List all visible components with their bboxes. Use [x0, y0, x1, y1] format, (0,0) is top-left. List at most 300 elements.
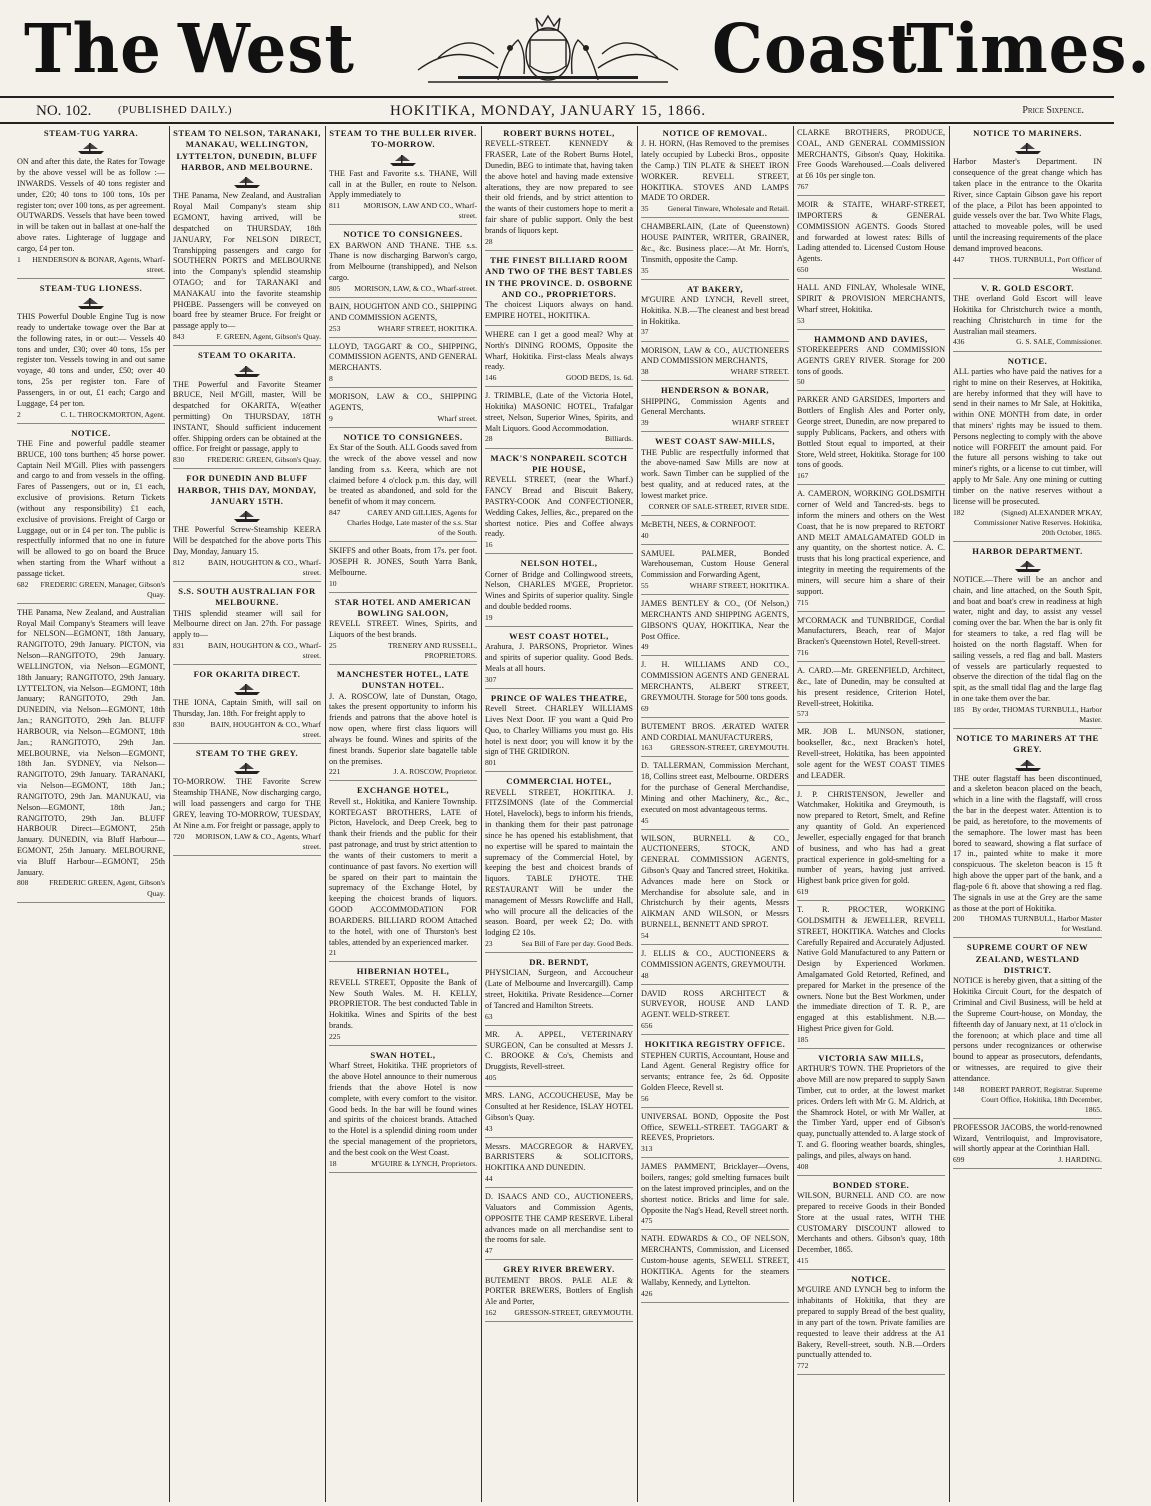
masthead — [0, 0, 1151, 92]
advertisement — [797, 666, 945, 723]
column-7 — [950, 126, 1106, 1502]
advertisement-footer — [17, 580, 165, 600]
advertisement-body: M'GUIRE AND LYNCH, Revell street, Hokitika. N.B.—The cleanest and best bread in Hokitika. — [641, 295, 789, 326]
advertisement-signature: FREDERIC GREEN, Gibson's Quay. — [207, 455, 321, 465]
steamship-icon — [173, 761, 321, 775]
advertisement-body: J. H. WILLIAMS AND CO., COMMISSION AGENTS AND GENERAL MERCHANTS, ALBERT STREET, GREYMOUTH. Storage for 500 tons goods. — [641, 660, 789, 702]
advertisement — [797, 790, 945, 901]
advertisement-heading: V. R. GOLD ESCORT. — [981, 282, 1074, 293]
advertisement-body: A. CARD.—Mr. GREENFIELD, Architect, &c., late of Dunedin, may be consulted at his present residence, Criterion Hotel, Revell-street, Hokitika. — [797, 666, 945, 708]
advertisement-number: 307 — [485, 674, 497, 684]
advertisement-body: J. TRIMBLE, (Late of the Victoria Hotel, Hokitika) MASONIC HOTEL, Trafalgar street, Nelson, Superior Wines, Spirits, and Malt Liquors. Good Accommodation. — [485, 391, 633, 433]
advertisement-body: STEPHEN CURTIS, Accountant, House and Land Agent. General Registry office for servants; entrance fee, 2s 6d. Opposite Golden Fleece, Revell st. — [641, 1050, 789, 1092]
advertisement-body: BUTEMENT BROS. PALE ALE & PORTER BREWERS, Bottlers of English Ale and Porter, — [485, 1275, 633, 1307]
advertisement — [797, 283, 945, 330]
advertisement-number: 44 — [485, 1174, 493, 1184]
advertisement — [641, 989, 789, 1036]
advertisement — [953, 733, 1102, 938]
advertisement-body: JAMES BENTLEY & CO., (Of Nelson,) MERCHANTS AND SHIPPING AGENTS, GIBSON'S QUAY, HOKITIKA, Near the Post Office. — [641, 599, 789, 641]
steamship-icon — [329, 153, 477, 167]
issue-number: NO. 102. — [36, 103, 92, 119]
steamship-icon — [953, 559, 1102, 573]
advertisement-body: A. CAMERON, WORKING GOLDSMITH corner of Weld and Tancred-sts. begs to inform the miners and others on the West Coast, that he is now prepared to RETORT AND MELT AMALGAMATED GOLD in any quantity, on the shortest notice. A. C. trusts that his long practical experience, and integrity in meeting the requirements of the miners, will secure him a share of their support. — [797, 489, 945, 596]
advertisement-heading: STAR HOTEL AND AMERICAN BOWLING SALOON, — [334, 596, 472, 618]
advertisement-number: 405 — [485, 1073, 497, 1083]
advertisement-footer — [485, 237, 633, 247]
advertisement — [329, 669, 477, 782]
advertisement-body: Corner of Bridge and Collingwood streets, Nelson, CHARLES M'GEE, Proprietor. Wines and Spirits of superior quality. Single and double bedded rooms. — [485, 569, 633, 611]
advertisement — [485, 330, 633, 387]
advertisement — [797, 334, 945, 392]
advertisement-body: SAMUEL PALMER, Bonded Warehouseman, Custom House General Commission and Forwarding Agent, — [641, 548, 789, 580]
advertisement-body: McBETH, NEES, & CORNFOOT. — [641, 519, 756, 529]
advertisement-footer — [797, 709, 945, 719]
advertisement-body: HALL AND FINLAY, Wholesale WINE, SPIRIT & PROVISION MERCHANTS, Wharf street, Hokitika. — [797, 283, 945, 314]
advertisement-signature: BAIN, HOUGHTON & CO., Wharf-street. — [208, 641, 321, 661]
advertisement-signature: MORISON, LAW & CO., Agents, Wharf street. — [195, 831, 321, 851]
advertisement — [797, 1274, 945, 1375]
advertisement-footer — [329, 579, 477, 589]
advertisement — [641, 284, 789, 342]
advertisement-number: 50 — [797, 377, 805, 387]
advertisement-number: 45 — [641, 815, 649, 825]
advertisement-number: 28 — [485, 434, 493, 444]
advertisement-number: 53 — [797, 315, 805, 325]
advertisement-footer — [641, 931, 789, 941]
advertisement-heading: STEAM TO OKARITA. — [197, 350, 297, 361]
advertisement-heading: STEAM-TUG YARRA. — [43, 128, 139, 138]
advertisement-number: 811 — [329, 201, 341, 211]
advertisement — [485, 128, 633, 251]
advertisement-footer — [329, 948, 477, 958]
advertisement-body: CHAMBERLAIN, (Late of Queenstown) HOUSE PAINTER, WRITER, GRAINER, &c., &c. Business place:—At Mr. Horn's, Tinsmith, opposite the Camp. — [641, 222, 789, 264]
advertisement — [641, 834, 789, 945]
advertisement-heading: EXCHANGE HOTEL, — [356, 785, 450, 796]
advertisement-body: NOTICE.—There will be an anchor and chain, and line attached, on the South Spit, and boat and boat's crew in readiness at high water, night and day, to assist any vessel coming over the bar. When the bar is only fit for steamers to take, a red flag will be hoisted on the north flagstaff. When for sailing vessels, a red flag and ball. Masters of vessels are particularly requested to observe the direction of the tidal flag on the spit, as the small tidal flag and the large flag in one take them over the bar. — [953, 575, 1102, 704]
advertisement-number: 805 — [329, 283, 341, 293]
advertisement-number: 475 — [641, 1216, 653, 1226]
advertisement — [485, 957, 633, 1026]
advertisement-signature: WHARF STREET. — [730, 367, 789, 377]
advertisement-footer — [329, 324, 477, 334]
advertisement — [641, 1162, 789, 1230]
advertisement-signature: Sea Bill of Fare per day. Good Beds. — [521, 939, 633, 949]
advertisement-number: 55 — [641, 581, 649, 591]
advertisement-footer — [641, 704, 789, 714]
advertisement — [485, 255, 633, 326]
advertisement — [641, 761, 789, 829]
advertisement-footer — [485, 1012, 633, 1022]
advertisement-number: 39 — [641, 418, 649, 428]
advertisement — [485, 1264, 633, 1322]
advertisement-heading: MANCHESTER HOTEL, LATE DUNSTAN HOTEL. — [336, 668, 470, 691]
advertisement — [797, 1180, 945, 1270]
advertisement-heading: AT BAKERY, — [686, 283, 744, 294]
advertisement-signature: FREDERIC GREEN, Manager, Gibson's Quay. — [40, 579, 165, 599]
advertisement-body: D. TALLERMAN, Commission Merchant, 18, Collins street east, Melbourne. ORDERS for the purchase of General Merchandise, Mining and other Machinery, &c., &c., executed on most advantageous terms. — [641, 761, 789, 814]
advertisement-heading: SUPREME COURT OF NEW ZEALAND, WESTLAND DISTRICT. — [966, 942, 1089, 976]
advertisement-heading: HENDERSON & BONAR, — [660, 385, 770, 396]
advertisement-body: Harbor Master's Department. IN consequence of the great change which has taken place in the entrance to the Okarita River, since Captain Gibson gave his report of the place, a Pilot has been appointed to guide vessels over the bar. Two White Flags, attached to moveable poles, will be used until the increasing requirements of the place demand improved beacons. — [953, 157, 1102, 253]
steamship-icon — [953, 141, 1102, 155]
columns-area — [14, 126, 1106, 1502]
advertisement-footer — [485, 613, 633, 623]
advertisement-heading: HOKITIKA REGISTRY OFFICE. — [644, 1039, 786, 1050]
advertisement-footer — [641, 743, 789, 753]
advertisement-number: 415 — [797, 1256, 809, 1266]
advertisement-signature: THOMAS TURNBULL, Harbor Master for Westland. — [979, 914, 1102, 934]
advertisement-footer — [485, 1124, 633, 1134]
advertisement — [329, 1050, 477, 1173]
advertisement-footer — [797, 598, 945, 608]
advertisement-body: THE overland Gold Escort will leave Hokitika for Christchurch twice a month, reaching Christchurch in time for the Australian mail steamers. — [953, 294, 1102, 336]
advertisement-number: 808 — [17, 878, 29, 888]
advertisement — [329, 302, 477, 338]
masthead-word-coast: Coast — [712, 10, 918, 89]
advertisement-footer — [641, 418, 789, 428]
advertisement-footer — [641, 502, 789, 512]
column-2 — [170, 126, 326, 1502]
advertisement-body: Revell st., Hokitika, and Kaniere Township. KORTEGAST BROTHERS, LATE of Picton, Havelock, and Deep Creek, beg to thank their friends and the public for their past patronage, and trust by strict attention to the wants of their customers to merit a continuance of past favors. No exertion will be spared on their part to maintain the supremacy of the Exchange Hotel, by keeping the choicest brands of liquors. GOOD ACCOMMODATION FOR BOARDERS. BILLIARD ROOM Attached to the hotel, with one of Thurston's best tables, attended by an experienced marker. — [329, 796, 477, 947]
advertisement-number: 163 — [641, 743, 653, 753]
advertisement — [329, 597, 477, 665]
advertisement-number: 10 — [329, 578, 337, 588]
advertisement-body: THE Fine and powerful paddle steamer BRUCE, 100 tons burthen; 45 horse power. Captain Neil M'Gill. Plies with passengers and cargo to and from vessels in the offing. Fares of Passengers, out or in, £1 each, exclusive of provisions. Return Tickets (without any responsibility) £1 each, exclusive of provisions. Freight of Cargo or Luggage, out or in £4 per ton. The public is respectfully informed that no one in future will be allowed to go on board the Bruce when starting from the Wharf without a passage ticket. — [17, 438, 165, 578]
advertisement-number: 682 — [17, 579, 29, 589]
advertisement-number: 21 — [329, 948, 337, 958]
masthead-word-times: Times. — [906, 10, 1151, 89]
advertisement-signature: GOOD BEDS, 1s. 6d. — [565, 373, 633, 383]
advertisement — [329, 342, 477, 389]
advertisement-number: 43 — [485, 1123, 493, 1133]
advertisement-number: 9 — [329, 413, 333, 423]
advertisement-number: 812 — [173, 557, 185, 567]
steamship-icon — [173, 175, 321, 189]
advertisement-body: THE IONA, Captain Smith, will sail on Thursday, Jan. 18th. For freight apply to — [173, 698, 321, 719]
advertisement-heading: STEAM-TUG LIONESS. — [39, 282, 143, 293]
advertisement-heading: NOTICE OF REMOVAL. — [662, 128, 768, 138]
steamship-icon — [17, 141, 165, 155]
advertisement-body: The choicest Liquors always on hand. EMPIRE HOTEL, HOKITIKA. — [485, 300, 633, 321]
advertisement-heading: S.S. SOUTH AUSTRALIAN FOR MELBOURNE. — [178, 585, 316, 608]
advertisement-footer — [641, 204, 789, 214]
advertisement-body: ALL parties who have paid the natives for a right to mine on their Reserves, at Hokitika, are hereby informed that they will have to send in their names to Mr Sale, at Hokitika, within ONE MONTH from date, in order that miners' rights may be issued to them. Persons neglecting to comply with the above notice will FORFEIT the amount paid. For the future all persons wishing to take out miner's rights, or a license to cut timber, will apply to Mr Sale. Any one mining or cutting timber on the native reserves without a license will be prosecuted. — [953, 366, 1102, 506]
advertisement-number: 69 — [641, 703, 649, 713]
advertisement — [797, 1053, 945, 1176]
advertisement — [641, 520, 789, 545]
advertisement-signature: J. A. ROSCOW, Proprietor. — [393, 767, 477, 777]
masthead-word-the: The — [24, 10, 162, 89]
advertisement-signature: J. HARDING. — [1058, 1155, 1102, 1165]
advertisement — [953, 942, 1102, 1118]
advertisement-signature: BAIN, HOUGHTON & CO., Wharf street. — [210, 720, 321, 740]
advertisement-signature: (Signed) ALEXANDER M'KAY, Commissioner Native Reserves. Hokitika, 20th October, 1865. — [973, 507, 1102, 537]
advertisement-body: MOIR & STAITE, WHARF-STREET, IMPORTERS & GENERAL COMMISSION AGENTS. Goods Stored and forwarded at lowest rates: Bills of Lading attended to. Licensed Custom House Agents. — [797, 200, 945, 264]
advertisement-footer — [329, 1032, 477, 1042]
advertisement-body: UNIVERSAL BOND, Opposite the Post Office, SEWELL-STREET. TAGGART & REEVES, Proprietors. — [641, 1111, 789, 1143]
advertisement — [797, 616, 945, 663]
advertisement-body: THE Public are respectfully informed that the above-named Saw Mills are now at work. Sawn Timber can be supplied of the best quality, and at reduced rates, at the lowest market price. — [641, 447, 789, 500]
advertisement — [329, 546, 477, 593]
advertisement-number: 716 — [797, 648, 809, 658]
advertisement-number: 772 — [797, 1361, 809, 1371]
advertisement — [173, 473, 321, 582]
advertisement-footer — [485, 434, 633, 444]
advertisement-number: 699 — [953, 1155, 965, 1165]
advertisement-number: 25 — [329, 640, 337, 650]
advertisement-number: 37 — [641, 327, 649, 337]
advertisement-number: 35 — [641, 204, 649, 214]
advertisement-body: Messrs. MACGREGOR & HARVEY, BARRISTERS & SOLICITORS, HOKITIKA AND DUNEDIN. — [485, 1141, 633, 1173]
advertisement-body: THIS splendid steamer will sail for Melbourne direct on Jan. 27th. For passage apply to— — [173, 608, 321, 640]
advertisement-heading: FOR OKARITA DIRECT. — [193, 669, 301, 680]
advertisement — [641, 1112, 789, 1159]
advertisement-heading: WEST COAST SAW-MILLS, — [655, 436, 775, 447]
advertisement — [173, 586, 321, 665]
advertisement-footer — [173, 641, 321, 661]
advertisement — [329, 966, 477, 1046]
advertisement-signature: MORISON, LAW AND CO., Wharf-street. — [363, 201, 477, 221]
advertisement-body: WILSON, BURNELL AND CO. are now prepared to receive Goods in their Bonded Store at the usual rates, WITH THE CUSTOMARY DISCOUNT allowed to Merchants and others. Gibson's quay, 18th December, 1865. — [797, 1191, 945, 1255]
advertisement-body: ON and after this date, the Rates for Towage by the above vessel will be as follow :— INWARDS. Vessels of 40 tons register and under, £20; 40 tons to 100 tons, 10s per register ton; over 100 tons, as per agreement. OUTWARDS. Vessels that have been towed in will be taken out in ballast at one-half the above rates. Lighterage of luggage and cargo, £4 per ton. — [17, 157, 165, 253]
advertisement-signature: WHARF STREET, HOKITIKA. — [377, 323, 477, 333]
advertisement — [641, 346, 789, 382]
advertisement — [641, 549, 789, 596]
advertisement-body: PARKER AND GARSIDES, Importers and Bottlers of English Ales and Porter only, George street, Dunedin, are now prepared to supply Publicans, Packers, and others with Bottled Stout equal to imported, at their Store, Weld street, Hokitika. Storage for 100 tons of goods. — [797, 395, 945, 470]
advertisement-heading: NOTICE. — [1007, 355, 1048, 366]
steamship-icon — [953, 758, 1102, 772]
advertisement-footer — [173, 332, 321, 342]
advertisement-heading: GREY RIVER BREWERY. — [503, 1264, 615, 1275]
advertisement-heading: NOTICE TO MARINERS. — [973, 128, 1082, 138]
advertisement-footer — [953, 508, 1102, 538]
advertisement-body: THE Panama, New Zealand, and Australian Royal Mail Company's steam ship EGMONT, having arrived, will be despatched on THURSDAY, 18th JANUARY, For NELSON DIRECT, Transhipping passengers and cargo for SOUTHERN PORTS and MELBOURNE into the Company's splendid steamship OTAGO; and for TARANAKI and MANAKAU into the favorite steamship PHŒBE. Passengers will be conveyed on board free by steamer Bruce. For freight or passage apply to— — [173, 191, 321, 331]
advertisement-number: 1 — [17, 254, 21, 264]
advertisement — [485, 776, 633, 953]
advertisement — [329, 785, 477, 962]
advertisement-footer — [641, 1289, 789, 1299]
advertisement-number: 56 — [641, 1093, 649, 1103]
advertisement-number: 185 — [797, 1034, 809, 1044]
advertisement — [797, 395, 945, 485]
advertisement-signature: ROBERT PARROT, Registrar. Supreme Court Office, Hokitika, 18th December, 1865. — [980, 1084, 1102, 1114]
advertisement-number: 447 — [953, 254, 965, 264]
advertisement-signature: CAREY AND GILLIES, Agents for Charles Hodge, Late master of the s.s. Star of the South. — [347, 508, 477, 538]
advertisement-number: 28 — [485, 236, 493, 246]
advertisement — [797, 200, 945, 279]
advertisement-footer — [329, 284, 477, 294]
advertisement — [953, 128, 1102, 279]
advertisement-number: 48 — [641, 970, 649, 980]
advertisement-body: EX BARWON AND THANE. THE s.s. Thane is now discharging Barwon's cargo, from Melbourne (transhipped), and Nelson cargo. — [329, 240, 477, 283]
advertisement — [641, 385, 789, 432]
advertisement-body: WHERE can I get a good meal? Why at North's DINING ROOMS, Opposite the Wharf, Hokitika. First-class Meals always ready. — [485, 329, 633, 372]
advertisement-heading: HIBERNIAN HOTEL, — [356, 966, 450, 977]
advertisement-body: M'CORMACK and TUNBRIDGE, Cordial Manufacturers, Beach, rear of Major Bracken's Queenstown Hotel, Revell-street. — [797, 615, 945, 647]
advertisement-signature: GRESSON-STREET, GREYMOUTH. — [514, 1308, 633, 1318]
advertisement-footer — [329, 767, 477, 777]
advertisement-body: ARTHUR'S TOWN. THE Proprietors of the above Mill are now prepared to supply Sawn Timber, cut to order, at the lowest market prices. Orders left with Mr G. M. Aldrich, at the Shamrock Hotel, or with Mr Waller, at the Timber Yard, upper end of Gibson's quay, punctually attended to. A large stock of T. and G. flooring weather boards, shingles, palings, and piles, always on hand. — [797, 1064, 945, 1160]
advertisement-body: THIS Powerful Double Engine Tug is now ready to undertake towage over the Bar at the following rates, in or out:— Vessels 40 tons and under, £30; over 40 tons, 15s per register ton. Vessels towing in and out same voyage, 40 tons and under, £50; over 40 tons, 25s per register ton. Fare of Passengers, in or out, £1 each; Cargo and Luggage, £4 per ton. — [17, 312, 165, 408]
advertisement-footer — [17, 255, 165, 275]
advertisement-signature: M'GUIRE & LYNCH, Proprietors. — [371, 1158, 477, 1168]
advertisement-number: 313 — [641, 1144, 653, 1154]
advertisement-signature: Wharf street. — [437, 413, 477, 423]
advertisement-body: WILSON, BURNELL & CO., AUCTIONEERS, STOCK, AND GENERAL COMMISSION AGENTS, Gibson's Quay and Tancred street, Hokitika. Advances made here on Stock or Merchandise for absolute sale, and in Christchurch by their agents, Messrs AIKMAN AND WILSON, or Messrs BURNELL, BENNETT AND SPROT. — [641, 833, 789, 930]
advertisement-body: SKIFFS and other Boats, from 17s. per foot. JOSEPH R. JONES, South Yarra Bank, Melbourne. — [329, 546, 477, 577]
issue-price: Price Sixpence. — [1022, 105, 1084, 116]
advertisement-footer — [485, 540, 633, 550]
advertisement-heading: STEAM TO NELSON, TARANAKI, MANAKAU, WELLINGTON, LYTTELTON, DUNEDIN, BLUFF HARBOR, AND MELBOURNE. — [173, 128, 321, 173]
advertisement-signature: THOS. TURNBULL, Port Officer of Westland. — [989, 254, 1102, 274]
advertisement — [953, 546, 1102, 729]
advertisement-footer — [329, 201, 477, 221]
advertisement-body: JAMES PAMMENT, Bricklayer—Ovens, boilers, ranges; gold smelting furnaces built on the latest improved principles, and on the shortest notice. Bricks and lime for sale. Opposite the Nag's Head, Revell street north. — [641, 1162, 789, 1215]
advertisement-heading: NOTICE. — [71, 427, 111, 438]
advertisement-number: 38 — [641, 367, 649, 377]
advertisement — [797, 727, 945, 785]
advertisement-footer — [485, 1246, 633, 1256]
advertisement — [641, 599, 789, 656]
advertisement — [485, 693, 633, 773]
advertisement-signature: General Tinware, Wholesale and Retail. — [667, 204, 789, 214]
advertisement-footer — [797, 1035, 945, 1045]
advertisement-body: Revell Street. CHARLEY WILLIAMS Lives Next Door. IF you want a Quid Pro Quo, to Charley Williams you must go. His hotel is next door; you will know it by the sign of THE GRIDIRON. — [485, 704, 633, 757]
steamship-icon — [173, 509, 321, 523]
advertisement-body: MRS. LANG, ACCOUCHEUSE, May be Consulted at her Residence, ISLAY HOTEL Gibson's Quay. — [485, 1091, 633, 1122]
advertisement-number: 221 — [329, 767, 341, 777]
advertisement-footer — [953, 1155, 1102, 1165]
advertisement — [641, 222, 789, 279]
advertisement — [485, 1142, 633, 1189]
advertisement-footer — [797, 887, 945, 897]
advertisement-footer — [797, 1361, 945, 1371]
advertisement — [797, 489, 945, 611]
advertisement — [797, 128, 945, 196]
advertisement-footer — [797, 377, 945, 387]
advertisement-footer — [797, 265, 945, 275]
advertisement-number: 167 — [797, 471, 809, 481]
advertisement — [173, 748, 321, 856]
advertisement-body: LLOYD, TAGGART & CO., SHIPPING, COMMISSION AGENTS, AND GENERAL MERCHANTS. — [329, 341, 477, 373]
advertisement-number: 185 — [953, 704, 965, 714]
advertisement-signature: BAIN, HOUGHTON & CO., Wharf-street. — [208, 557, 321, 577]
column-5 — [638, 126, 794, 1502]
advertisement-footer — [797, 316, 945, 326]
advertisement — [17, 128, 165, 279]
advertisement-footer — [641, 531, 789, 541]
advertisement-number: 2 — [17, 409, 21, 419]
advertisement-body: J. P. CHRISTENSON, Jeweller and Watchmaker, Hokitika and Greymouth, is now prepared to Retort, Smelt, and Refine any quantity of Gold. An experienced Jeweller, especially engaged for that branch of business, and who has had a great practical experience in gold-smelting for a number of years, having just arrived. Highest bank price given for gold. — [797, 789, 945, 886]
advertisement — [641, 949, 789, 985]
advertisement-number: 408 — [797, 1161, 809, 1171]
column-3 — [326, 126, 482, 1502]
advertisement-body: REVELL-STREET. KENNEDY & FRASER, Late of the Robert Burns Hotel, Dunedin, BEG to intimate that, having taken the above hotel and having made extensive alterations, they are now prepared to see their old friends, and by strict attention to the wants of their customers hope to merit a fair share of public support. Only the best brands of liquors kept. — [485, 139, 633, 235]
advertisement — [173, 128, 321, 346]
advertisement-body: J. A. ROSCOW, late of Dunstan, Otago, takes the present opportunity to inform his friends and patrons that the above hotel is now open, where first class liquors will always be found. Wines and spirits of the finest brands. Superior slate bagatelle table on the premises. — [329, 691, 477, 766]
advertisement — [641, 1039, 789, 1108]
advertisement-heading: NELSON HOTEL, — [520, 558, 598, 569]
advertisement — [329, 432, 477, 542]
advertisement — [485, 1030, 633, 1087]
advertisement — [329, 392, 477, 428]
advertisement-number: 225 — [329, 1031, 341, 1041]
advertisement — [485, 1091, 633, 1138]
advertisement-signature: WHARF STREET — [731, 418, 789, 428]
advertisement-body: Arahura, J. PARSONS, Proprietor. Wines and spirits of superior quality. Good Beds. Meals at all hours. — [485, 642, 633, 673]
advertisement-footer — [485, 373, 633, 383]
column-1 — [14, 126, 170, 1502]
advertisement-heading: NOTICE. — [851, 1274, 891, 1285]
advertisement-heading: VICTORIA SAW MILLS, — [818, 1052, 924, 1063]
steamship-icon — [173, 682, 321, 696]
advertisement-footer — [485, 1073, 633, 1083]
advertisement-heading: DR. BERNDT, — [529, 957, 589, 968]
advertisement-footer — [641, 1216, 789, 1226]
advertisement-number: 35 — [641, 265, 649, 275]
advertisement — [641, 128, 789, 218]
advertisement-heading: BONDED STORE. — [832, 1179, 910, 1190]
advertisement-signature: FREDERIC GREEN, Agent, Gibson's Quay. — [49, 878, 165, 898]
advertisement-number: 436 — [953, 337, 965, 347]
advertisement-signature: MORISON, LAW, & CO., Wharf-street. — [354, 283, 477, 293]
steamship-icon — [173, 364, 321, 378]
advertisement-heading: HAMMOND AND DAVIES, — [814, 333, 928, 344]
advertisement-heading: THE FINEST BILLIARD ROOM AND TWO OF THE BEST TABLES IN THE PROVINCE. D. OSBORNE AND CO., PROPRIETORS. — [485, 254, 633, 299]
advertisement-heading: SWAN HOTEL, — [370, 1049, 436, 1060]
column-6 — [794, 126, 950, 1502]
dateline-bar — [0, 96, 1114, 124]
advertisement-number: 182 — [953, 507, 965, 517]
advertisement-number: 54 — [641, 930, 649, 940]
advertisement — [641, 1234, 789, 1302]
advertisement-footer — [797, 648, 945, 658]
advertisement — [953, 283, 1102, 352]
advertisement-number: 767 — [797, 182, 809, 192]
advertisement-number: 573 — [797, 709, 809, 719]
advertisement-footer — [797, 471, 945, 481]
advertisement-number: 200 — [953, 914, 965, 924]
advertisement-number: 619 — [797, 887, 809, 897]
advertisement-body: PROFESSOR JACOBS, the world-renowned Wizard, Ventriloquist, and Improvisatore, will shortly appear at the Corinthian Hall. — [953, 1122, 1102, 1154]
advertisement-number: 148 — [953, 1084, 965, 1094]
advertisement-footer — [485, 1174, 633, 1184]
advertisement-footer — [641, 642, 789, 652]
advertisement — [485, 453, 633, 555]
advertisement-body: D. ISAACS AND CO., AUCTIONEERS, Valuators and Commission Agents, OPPOSITE THE CAMP RESERVE. Liberal advances made on all merchandise sent to the rooms for sale. — [485, 1192, 633, 1245]
advertisement-number: 63 — [485, 1011, 493, 1021]
advertisement-footer — [953, 914, 1102, 934]
advertisement-number: 162 — [485, 1308, 497, 1318]
advertisement-footer — [641, 327, 789, 337]
advertisement-number: 426 — [641, 1288, 653, 1298]
advertisement-number: 16 — [485, 540, 493, 550]
advertisement-signature: C. L. THROCKMORTON, Agent. — [60, 409, 165, 419]
advertisement — [17, 428, 165, 604]
advertisement-body: THE outer flagstaff has been discontinued, and a skeleton beacon placed on the beach, which in a line with the flagstaff, will cross the bar in the deepest water. Attention is to be paid, as heretofore, to the movements of the semaphore. The lower mast has been bored to seaward, showing a flat surface of 17 in., painted white to make it more conspicuous. The skeleton beacon is 15 ft high above the upper part of the bank, and a flag-pole 6 ft. above that showing a red flag. The signals in use at the Grey are the same as those at the port of Hokitika. — [953, 773, 1102, 913]
advertisement-signature: Billiards. — [604, 434, 633, 444]
advertisement-body: T. R. PROCTER, WORKING GOLDSMITH & JEWELLER, REVELL STREET, HOKITIKA. Watches and Clocks Carefully Repaired and Accurately Adjusted. Native Gold Manufactured to any Pattern or Design by Experienced Workmen. Amalgamated Gold Retorted, Refined, and prepared for Market in the presence of the owners. None but the Best Workmen, under the immediate direction of T. R. P., are engaged at this establishment. N.B.—Highest Price given for Gold. — [797, 905, 945, 1034]
advertisement-heading: COMMERCIAL HOTEL, — [506, 776, 612, 787]
advertisement — [953, 1123, 1102, 1170]
advertisement-number: 830 — [173, 455, 185, 465]
advertisement-footer — [173, 455, 321, 465]
advertisement-signature: By order, THOMAS TURNBULL, Harbor Master. — [972, 704, 1102, 724]
advertisement-heading: ROBERT BURNS HOTEL, — [503, 128, 615, 138]
advertisement — [485, 631, 633, 689]
advertisement-number: 801 — [485, 758, 497, 768]
advertisement-number: 830 — [173, 720, 185, 730]
